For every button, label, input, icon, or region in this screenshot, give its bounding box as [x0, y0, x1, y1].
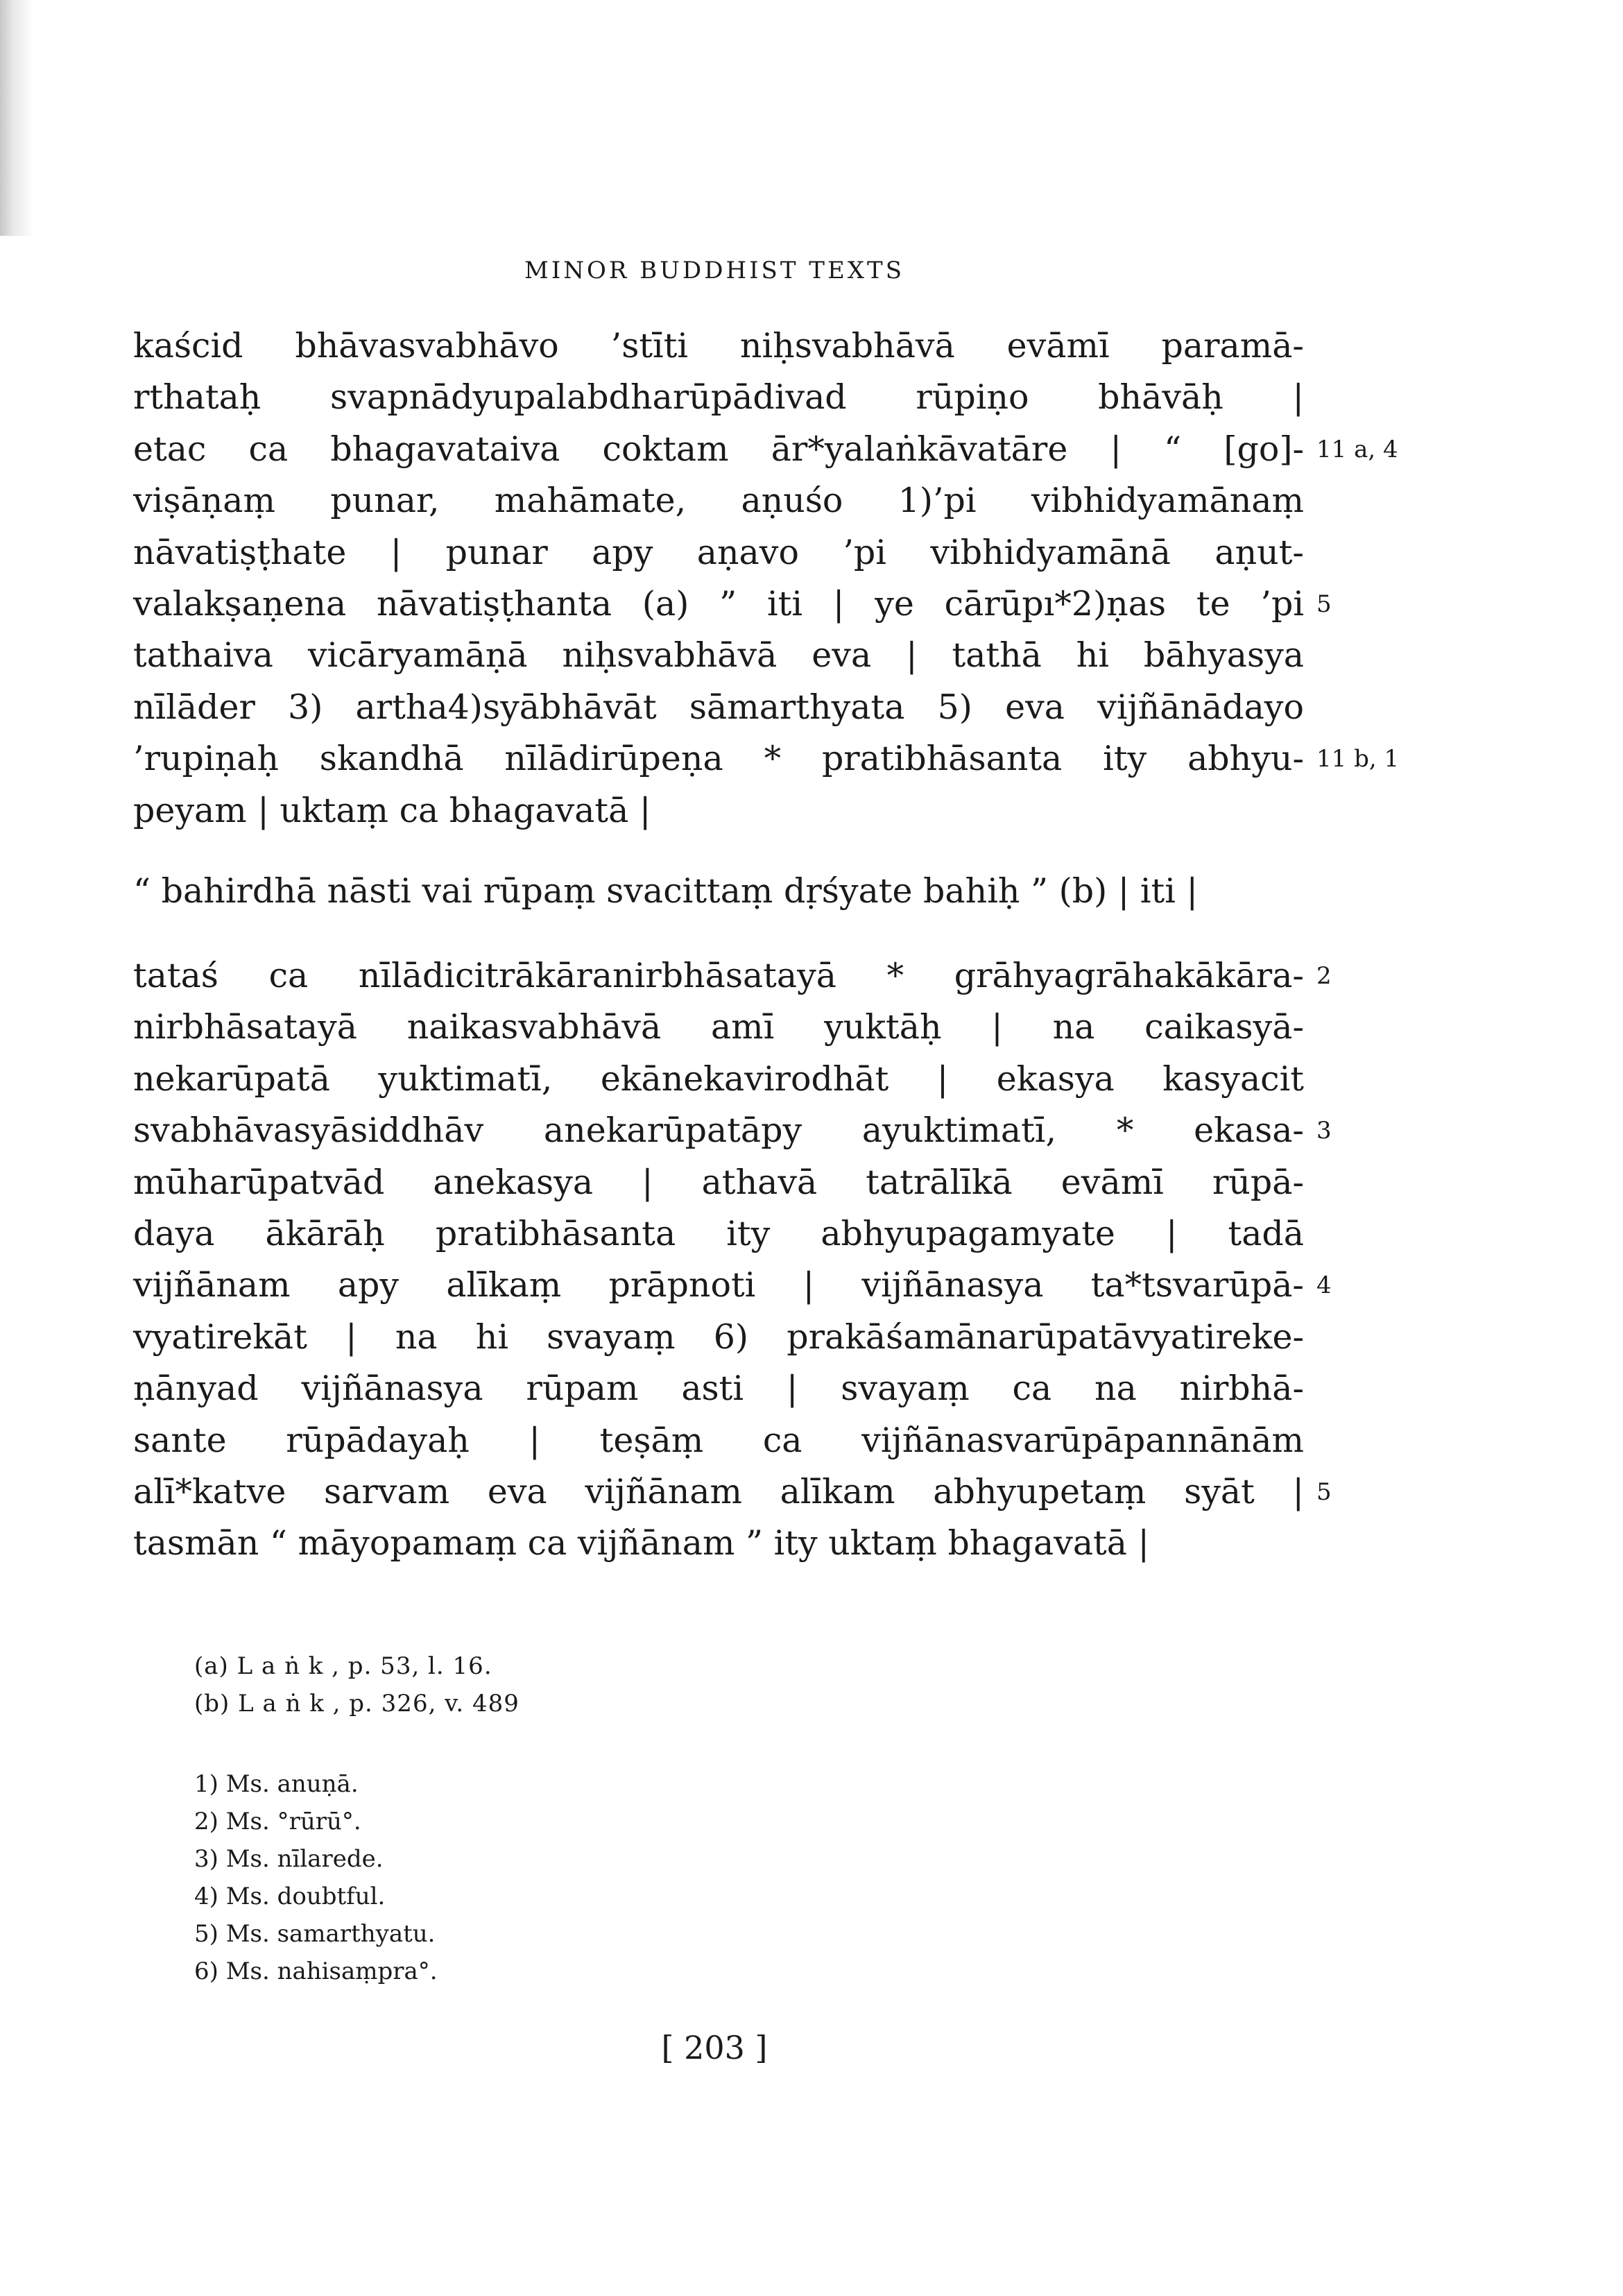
margin-ref: 5: [1316, 590, 1332, 618]
text-line: vyatirekāt | na hi svayaṃ 6) prakāśamānarūpatāvyatireke-: [133, 1317, 1304, 1357]
source-note: (b) L a ṅ k , p. 326, v. 489: [194, 1690, 519, 1717]
margin-ref: [1316, 1312, 1455, 1363]
margin-ref: [1316, 682, 1455, 733]
margin-line-numbers-1: [1316, 320, 1455, 837]
text-line: etac ca bhagavataiva coktam ār*yalaṅkāvatāre | “ [go]-: [133, 429, 1304, 469]
margin-ref: [1316, 1208, 1455, 1260]
text-line: peyam | uktaṃ ca bhagavatā |: [133, 790, 651, 830]
text-line: nekarūpatā yuktimatī, ekānekavirodhāt | ekasya kasyacit: [133, 1059, 1304, 1099]
verse-quotation: “ bahirdhā nāsti vai rūpaṃ svacittaṃ dṛśyate bahiḥ ” (b) | iti |: [133, 871, 1199, 911]
text-line: valakṣaṇena nāvatiṣṭhanta (a) ” iti | ye cārūpı*2)ṇas te ’pi: [133, 583, 1304, 624]
source-note: (a) L a ṅ k , p. 53, l. 16.: [194, 1652, 492, 1680]
text-line: tasmān “ māyopamaṃ ca vijñānam ” ity uktaṃ bhagavatā |: [133, 1523, 1150, 1563]
paragraph-2: [133, 950, 1304, 1570]
margin-ref: 3: [1316, 1117, 1332, 1145]
text-line: vijñānam apy alīkaṃ prāpnoti | vijñānasya ta*tsvarūpā-: [133, 1265, 1304, 1305]
ms-note: 3) Ms. nīlarede.: [194, 1845, 384, 1873]
margin-ref: 5: [1316, 1477, 1332, 1506]
ms-note: 2) Ms. °rūrū°.: [194, 1808, 361, 1835]
text-line: svabhāvasyāsiddhāv anekarūpatāpy ayuktimatī, * ekasa-: [133, 1111, 1304, 1151]
text-line: nāvatiṣṭhate | punar apy aṇavo ’pi vibhidyamānā aṇut-: [133, 532, 1304, 572]
margin-ref: [1316, 1415, 1455, 1466]
manuscript-footnotes: [194, 1765, 438, 1990]
text-line: rthataḥ svapnādyupalabdharūpādivad rūpiṇo bhāvāḥ |: [133, 377, 1304, 418]
text-line: nirbhāsatayā naikasvabhāvā amī yuktāḥ | na caikasyā-: [133, 1007, 1304, 1047]
margin-ref: [1316, 527, 1455, 579]
text-line: viṣāṇaṃ punar, mahāmate, aṇuśo 1)’pi vibhidyamānaṃ: [133, 481, 1304, 521]
margin-ref: [1316, 1518, 1455, 1569]
page-number: [ 203 ]: [661, 2029, 768, 2066]
ms-note: 4) Ms. doubtful.: [194, 1883, 386, 1910]
text-line: nīlāder 3) artha4)syābhāvāt sāmarthyata 5) eva vijñānādayo: [133, 687, 1304, 727]
ms-note: 6) Ms. nahisaṃpra°.: [194, 1957, 438, 1985]
scanned-page-edge: [0, 0, 33, 236]
text-line: tathaiva vicāryamāṇā niḥsvabhāvā eva | tathā hi bāhyasya: [133, 635, 1304, 676]
paragraph-1: [133, 320, 1304, 837]
margin-ref: 11 b, 1: [1316, 745, 1400, 773]
text-line: kaścid bhāvasvabhāvo ’stīti niḥsvabhāvā evāmī paramā-: [133, 326, 1304, 366]
ms-note: 1) Ms. anuṇā.: [194, 1770, 359, 1798]
margin-ref: [1316, 630, 1455, 681]
source-footnotes: [194, 1647, 519, 1722]
text-line: sante rūpādayaḥ | teṣāṃ ca vijñānasvarūpāpannānām: [133, 1420, 1304, 1460]
margin-ref: 11 a, 4: [1316, 435, 1398, 463]
margin-ref: [1316, 1157, 1455, 1208]
text-line: tataś ca nīlādicitrākāranirbhāsatayā * grāhyagrāhakākāra-: [133, 956, 1304, 995]
margin-ref: 4: [1316, 1271, 1332, 1300]
text-line: ’rupiṇaḥ skandhā nīlādirūpeṇa * pratibhāsanta ity abhyu-: [133, 739, 1304, 779]
margin-ref: [1316, 1054, 1455, 1105]
margin-ref: [1316, 1002, 1455, 1053]
margin-ref: [1316, 1363, 1455, 1414]
text-line: mūharūpatvād anekasya | athavā tatrālīkā evāmī rūpā-: [133, 1162, 1304, 1202]
running-head: MINOR BUDDHIST TEXTS: [524, 257, 904, 284]
margin-ref: [1316, 372, 1455, 423]
text-line: ṇānyad vijñānasya rūpam asti | svayaṃ ca na nirbhā-: [133, 1369, 1304, 1409]
ms-note: 5) Ms. samarthyatu.: [194, 1920, 436, 1948]
margin-ref: [1316, 475, 1455, 526]
margin-ref: [1316, 785, 1455, 837]
margin-line-numbers-2: [1316, 950, 1455, 1570]
text-line: daya ākārāḥ pratibhāsanta ity abhyupagamyate | tadā: [133, 1213, 1304, 1253]
margin-ref: 2: [1316, 962, 1332, 990]
margin-ref: [1316, 320, 1455, 372]
text-line: alī*katve sarvam eva vijñānam alīkam abhyupetaṃ syāt |: [133, 1471, 1304, 1511]
